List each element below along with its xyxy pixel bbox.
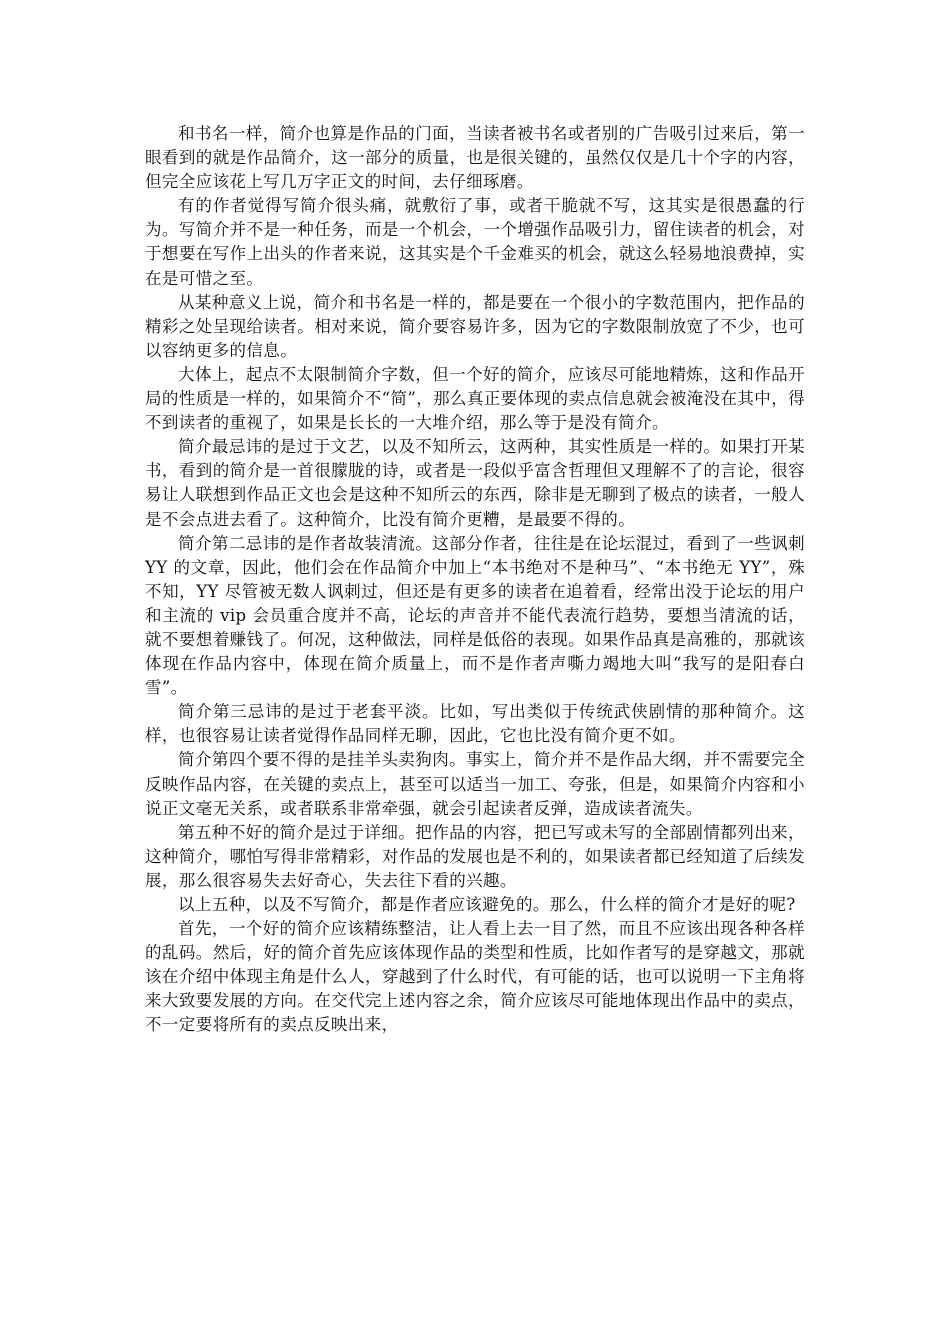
paragraph: 简介第二忌讳的是作者故装清流。这部分作者，往往是在论坛混过，看到了一些讽刺 YY 的文章，因此，他们会在作品简介中加上“本书绝对不是种马”、“本书绝无 YY”，殊不知，YY 尽管被无数人讽刺过，但还是有更多的读者在追着看，经常出没于论坛的用户和主流的 vip 会员重合度并不高，论坛的声音并不能代表流行趋势，要想当清流的话，就不要想着赚钱了。何况，这种做法，同样是低俗的表现。如果作品真是高雅的，那就该体现在作品内容中，体现在简介质量上，而不是作者声嘶力竭地大叫“我写的是阳春白雪”。 [145, 533, 805, 698]
paragraph: 简介第三忌讳的是过于老套平淡。比如，写出类似于传统武侠剧情的那种简介。这样，也很容易让读者觉得作品同样无聊，因此，它也比没有简介更不如。 [145, 702, 805, 746]
paragraph: 有的作者觉得写简介很头痛，就敷衍了事，或者干脆就不写，这其实是很愚蠢的行为。写简介并不是一种任务，而是一个机会，一个增强作品吸引力，留住读者的机会，对于想要在写作上出头的作者来说，这其实是个千金难买的机会，就这么轻易地浪费掉，实在是可惜之至。 [145, 196, 805, 288]
paragraph: 以上五种，以及不写简介，都是作者应该避免的。那么，什么样的简介才是好的呢? [178, 895, 796, 914]
paragraph: 从某种意义上说，简介和书名是一样的，都是要在一个很小的字数范围内，把作品的精彩之处呈现给读者。相对来说，简介要容易许多，因为它的字数限制放宽了不少，也可以容纳更多的信息。 [145, 292, 805, 360]
paragraph: 简介最忌讳的是过于文艺，以及不知所云，这两种，其实性质是一样的。如果打开某书，看到的简介是一首很朦胧的诗，或者是一段似乎富含哲理但又理解不了的言论，很容易让人联想到作品正文也会是这种不知所云的东西，除非是无聊到了极点的读者，一般人是不会点进去看了。这种简介，比没有简介更糟，是最要不得的。 [145, 437, 805, 529]
paragraph: 第五种不好的简介是过于详细。把作品的内容，把已写或未写的全部剧情都列出来，这种简介，哪怕写得非常精彩，对作品的发展也是不利的，如果读者都已经知道了后续发展，那么很容易失去好奇心，失去往下看的兴趣。 [145, 822, 805, 890]
document-body [145, 122, 805, 1038]
paragraph: 大体上，起点不太限制简介字数，但一个好的简介，应该尽可能地精炼，这和作品开局的性质是一样的，如果简介不“简”，那么真正要体现的卖点信息就会被淹没在其中，得不到读者的重视了，如果是长长的一大堆介绍，那么等于是没有简介。 [145, 364, 805, 433]
paragraph: 首先，一个好的简介应该精练整洁，让人看上去一目了然，而且不应该出现各种各样的乱码。然后，好的简介首先应该体现作品的类型和性质，比如作者写的是穿越文，那就该在介绍中体现主角是什么人，穿越到了什么时代，有可能的话，也可以说明一下主角将来大致要发展的方向。在交代完上述内容之余，简介应该尽可能地体现出作品中的卖点，不一定要将所有的卖点反映出来， [145, 919, 805, 1035]
paragraph: 和书名一样，简介也算是作品的门面，当读者被书名或者别的广告吸引过来后，第一眼看到的就是作品简介，这一部分的质量，也是很关键的，虽然仅仅是几十个字的内容，但完全应该花上写几万字正文的时间，去仔细琢磨。 [145, 124, 805, 192]
paragraph: 简介第四个要不得的是挂羊头卖狗肉。事实上，简介并不是作品大纲，并不需要完全反映作品内容，在关键的卖点上，甚至可以适当一加工、夸张，但是，如果简介内容和小说正文毫无关系，或者联系非常牵强，就会引起读者反弹，造成读者流失。 [145, 750, 805, 818]
